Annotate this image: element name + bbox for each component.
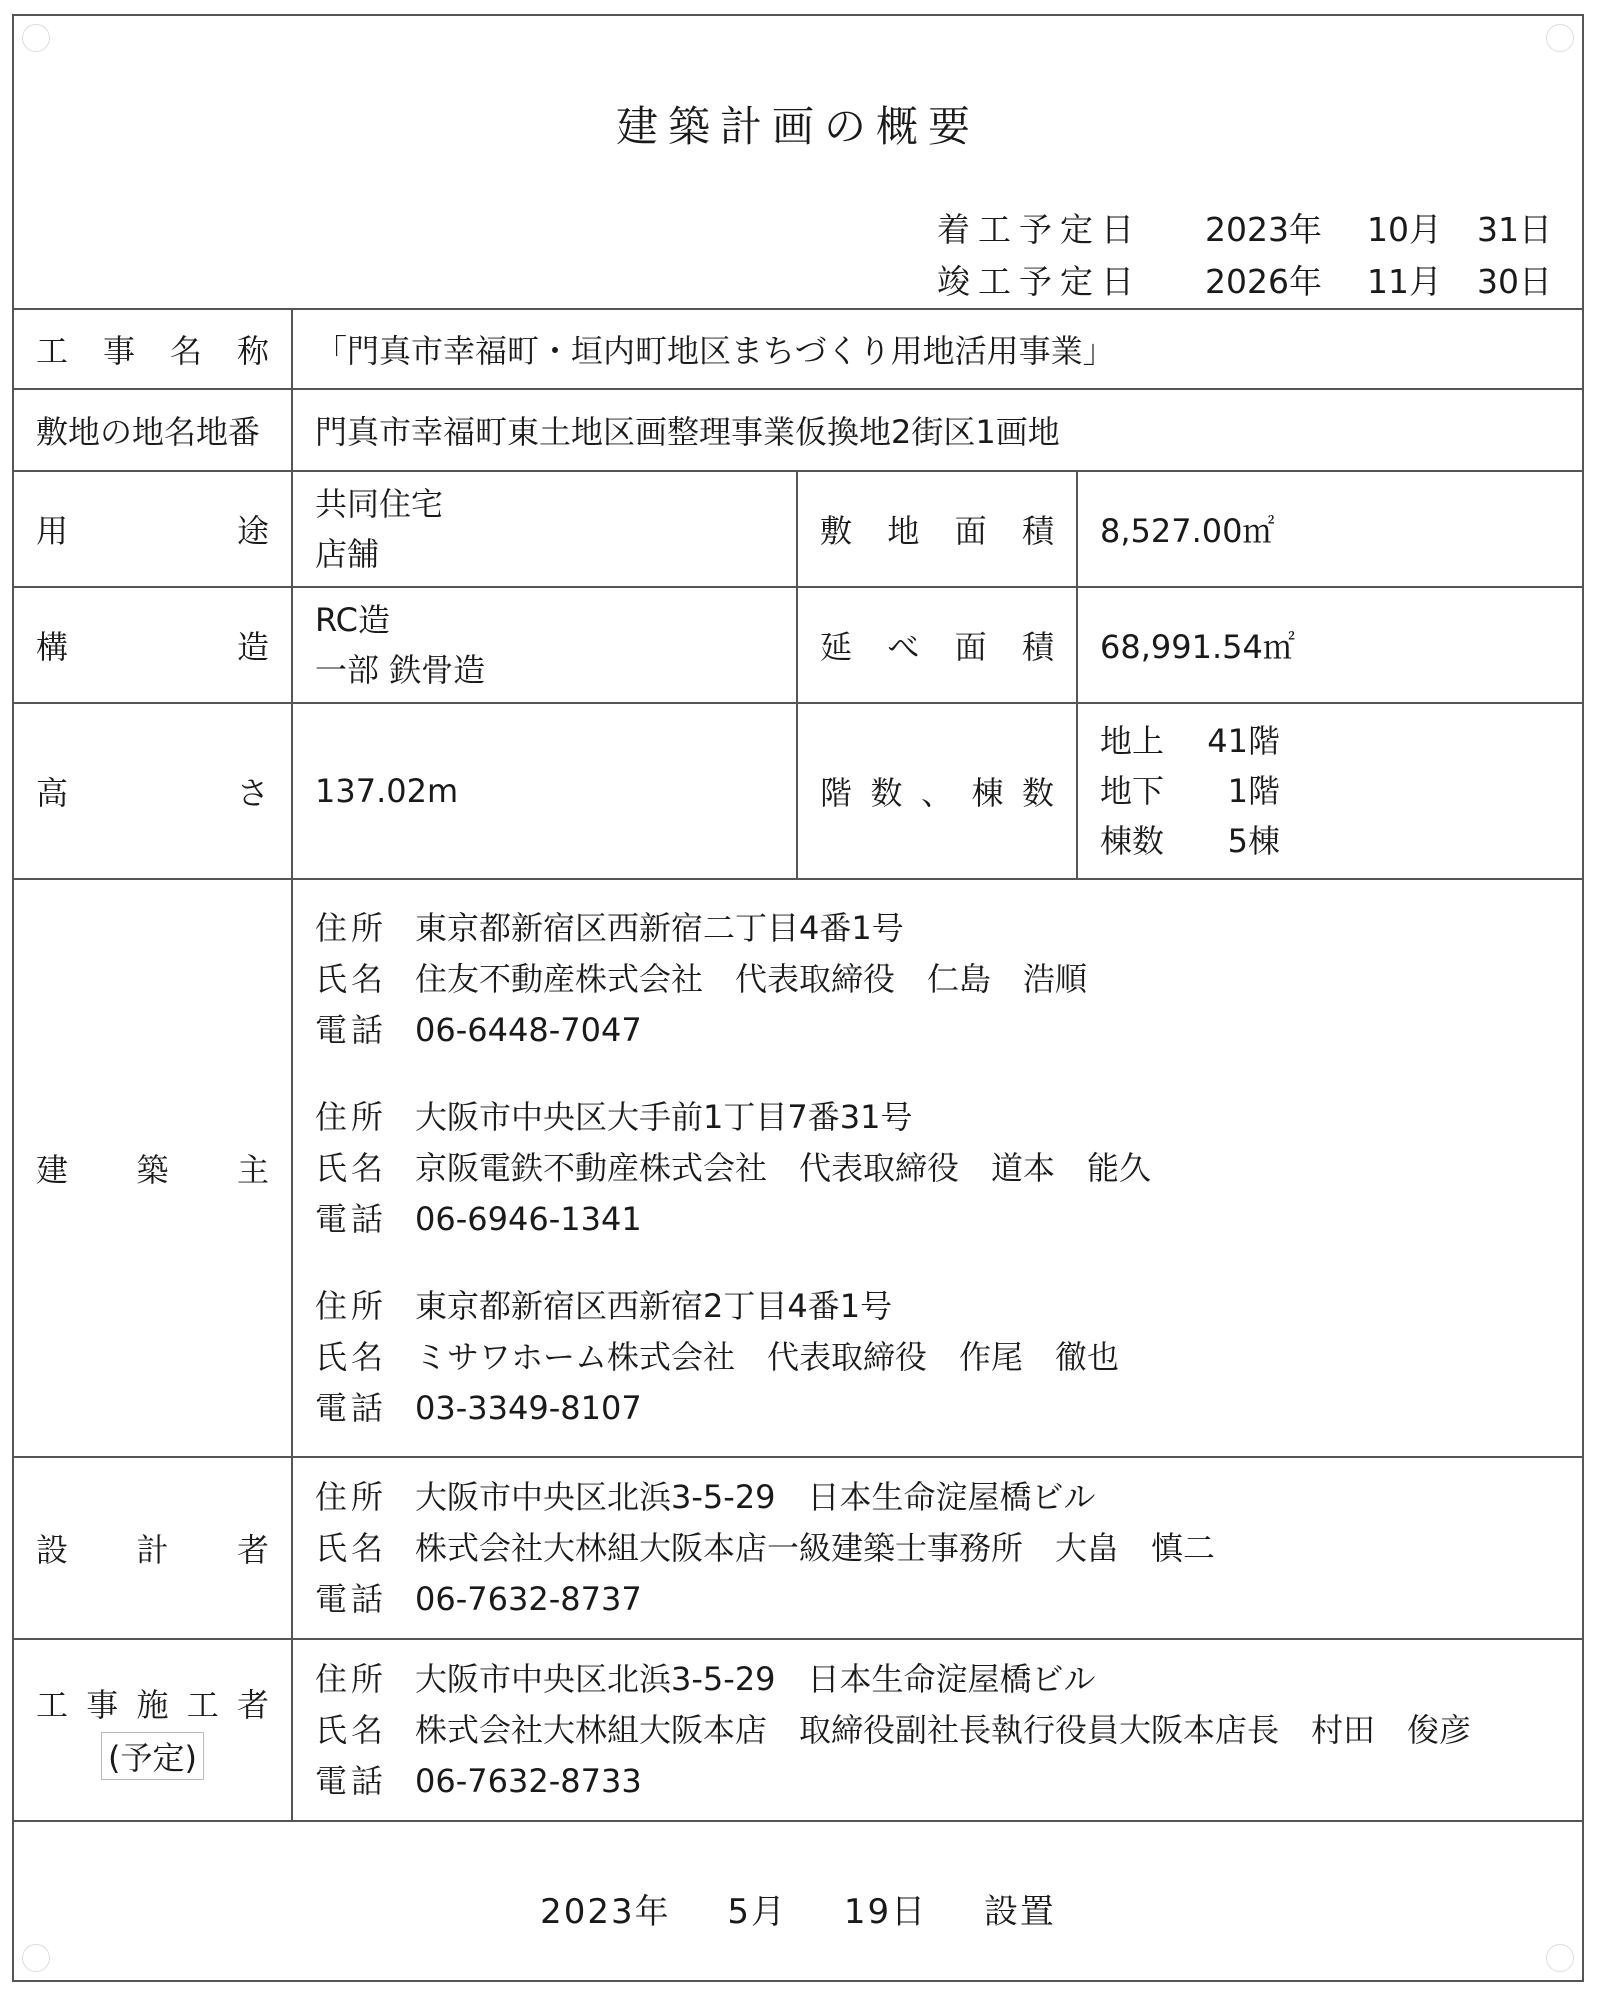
floor-area-value: 68,991.54㎡ <box>1077 587 1582 703</box>
corner-screw-icon <box>22 24 50 52</box>
project-name-value: 「門真市幸福町・垣内町地区まちづくり用地活用事業」 <box>292 309 1582 389</box>
contractor-note: (予定) <box>101 1732 204 1780</box>
height-label: 高 さ <box>14 703 292 879</box>
footer-text: 設置 <box>983 1892 1056 1932</box>
start-day: 31日 <box>1477 210 1552 249</box>
footer-year: 2023年 <box>540 1892 671 1932</box>
stories-above: 地上 41階 <box>1100 722 1280 760</box>
end-year: 2026年 <box>1205 262 1322 301</box>
start-month: 10月 <box>1367 210 1442 249</box>
owner-entry-1: 住所 東京都新宿区西新宿二丁目4番1号 氏名 住友不動産株式会社 代表取締役 仁島 浩順 電話 06-6448-7047 <box>315 908 1088 1049</box>
corner-screw-icon <box>22 1944 50 1972</box>
contractor-label: 工 事 施 工 者 (予定) <box>14 1639 292 1821</box>
table-row <box>14 309 1582 389</box>
table-row <box>14 879 1582 1457</box>
notice-board <box>12 14 1584 1982</box>
owner-entries <box>292 879 1582 1457</box>
page-title: 建築計画の概要 <box>615 102 980 151</box>
footer-month: 5月 <box>727 1892 788 1932</box>
owner-entry-3: 住所 東京都新宿区西新宿2丁目4番1号 氏名 ミサワホーム株式会社 代表取締役 作尾 徹也 電話 03-3349-8107 <box>315 1286 1120 1427</box>
table-row <box>14 587 1582 703</box>
installation-date <box>14 1884 1582 1933</box>
stories-below: 地下 1階 <box>1100 772 1280 810</box>
site-label: 敷地の地名地番 <box>14 389 292 471</box>
building-count: 棟数 5棟 <box>1100 822 1280 860</box>
owner-label: 建 築 主 <box>14 879 292 1457</box>
table-row <box>14 1457 1582 1639</box>
structure-label: 構 造 <box>14 587 292 703</box>
height-value: 137.02m <box>292 703 797 879</box>
table-row <box>14 471 1582 587</box>
start-date-label: 着工予定日 <box>937 210 1142 249</box>
site-value: 門真市幸福町東土地区画整理事業仮換地2街区1画地 <box>292 389 1582 471</box>
stories-label: 階 数 、 棟 数 <box>797 703 1077 879</box>
structure-values <box>292 587 797 703</box>
table-row <box>14 1639 1582 1821</box>
designer-info: 住所 大阪市中央区北浜3-5-29 日本生命淀屋橋ビル 氏名 株式会社大林組大阪本店一級建築士事務所 大畠 慎二 電話 06-7632-8737 <box>292 1457 1582 1639</box>
overview-table <box>14 308 1582 1822</box>
start-year: 2023年 <box>1205 210 1322 249</box>
use-value-shop: 店舗 <box>315 535 380 573</box>
floor-area-label: 延 べ 面 積 <box>797 587 1077 703</box>
structure-value-steel: 一部 鉄骨造 <box>315 651 486 689</box>
end-date-row <box>937 256 1552 308</box>
site-area-label: 敷 地 面 積 <box>797 471 1077 587</box>
footer-day: 19日 <box>843 1892 928 1932</box>
end-month: 11月 <box>1367 262 1442 301</box>
use-label: 用 途 <box>14 471 292 587</box>
structure-value-rc: RC造 <box>315 601 390 639</box>
table-row <box>14 389 1582 471</box>
designer-label: 設 計 者 <box>14 1457 292 1639</box>
use-value-residential: 共同住宅 <box>315 485 444 523</box>
end-day: 30日 <box>1477 262 1552 301</box>
use-values <box>292 471 797 587</box>
site-area-value: 8,527.00㎡ <box>1077 471 1582 587</box>
corner-screw-icon <box>1546 24 1574 52</box>
owner-entry-2: 住所 大阪市中央区大手前1丁目7番31号 氏名 京阪電鉄不動産株式会社 代表取締役 道本 能久 電話 06-6946-1341 <box>315 1097 1152 1238</box>
end-date-label: 竣工予定日 <box>937 262 1142 301</box>
schedule-dates <box>937 204 1552 308</box>
table-row <box>14 703 1582 879</box>
start-date-row <box>937 204 1552 256</box>
project-name-label: 工 事 名 称 <box>14 309 292 389</box>
corner-screw-icon <box>1546 1944 1574 1972</box>
stories-values <box>1077 703 1582 879</box>
contractor-info: 住所 大阪市中央区北浜3-5-29 日本生命淀屋橋ビル 氏名 株式会社大林組大阪本店 取締役副社長執行役員大阪本店長 村田 俊彦 電話 06-7632-8733 <box>292 1639 1582 1821</box>
